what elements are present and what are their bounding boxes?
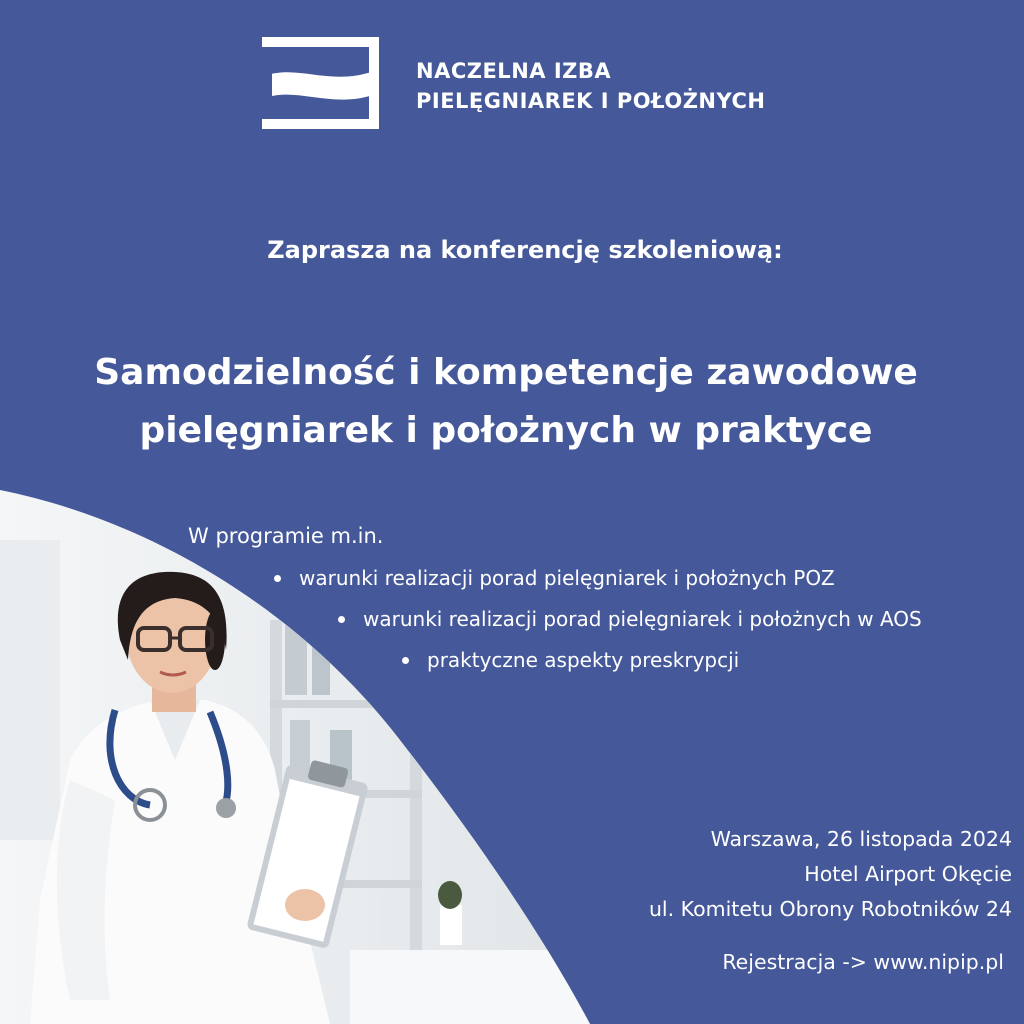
title-line1: Samodzielność i kompetencje zawodowe	[94, 352, 918, 393]
program-item	[338, 607, 922, 631]
org-name-line2: PIELĘGNIAREK I POŁOŻNYCH	[416, 89, 766, 113]
event-venue: Hotel Airport Okęcie	[804, 862, 1012, 886]
wave-logo-icon	[262, 37, 379, 129]
title-line2: pielęgniarek i położnych w praktyce	[139, 410, 873, 451]
registration-link[interactable]: Rejestracja -> www.nipip.pl	[722, 950, 1004, 974]
bullet-icon	[274, 575, 281, 582]
bullet-icon	[338, 616, 345, 623]
event-details	[649, 822, 1012, 927]
program-item	[402, 648, 739, 672]
program-item	[274, 566, 835, 590]
event-date-place: Warszawa, 26 listopada 2024	[710, 827, 1012, 851]
conference-title	[0, 344, 1012, 460]
bullet-icon	[402, 657, 409, 664]
organization-name	[416, 56, 765, 116]
program-intro: W programie m.in.	[188, 524, 384, 548]
program-item-text: warunki realizacji porad pielęgniarek i położnych POZ	[299, 566, 835, 590]
program-item-text: praktyczne aspekty preskrypcji	[427, 648, 740, 672]
event-address: ul. Komitetu Obrony Robotników 24	[648, 897, 1012, 921]
org-name-line1: NACZELNA IZBA	[416, 59, 612, 83]
program-item-text: warunki realizacji porad pielęgniarek i położnych w AOS	[363, 607, 922, 631]
invitation-text: Zaprasza na konferencję szkoleniową:	[267, 236, 783, 264]
